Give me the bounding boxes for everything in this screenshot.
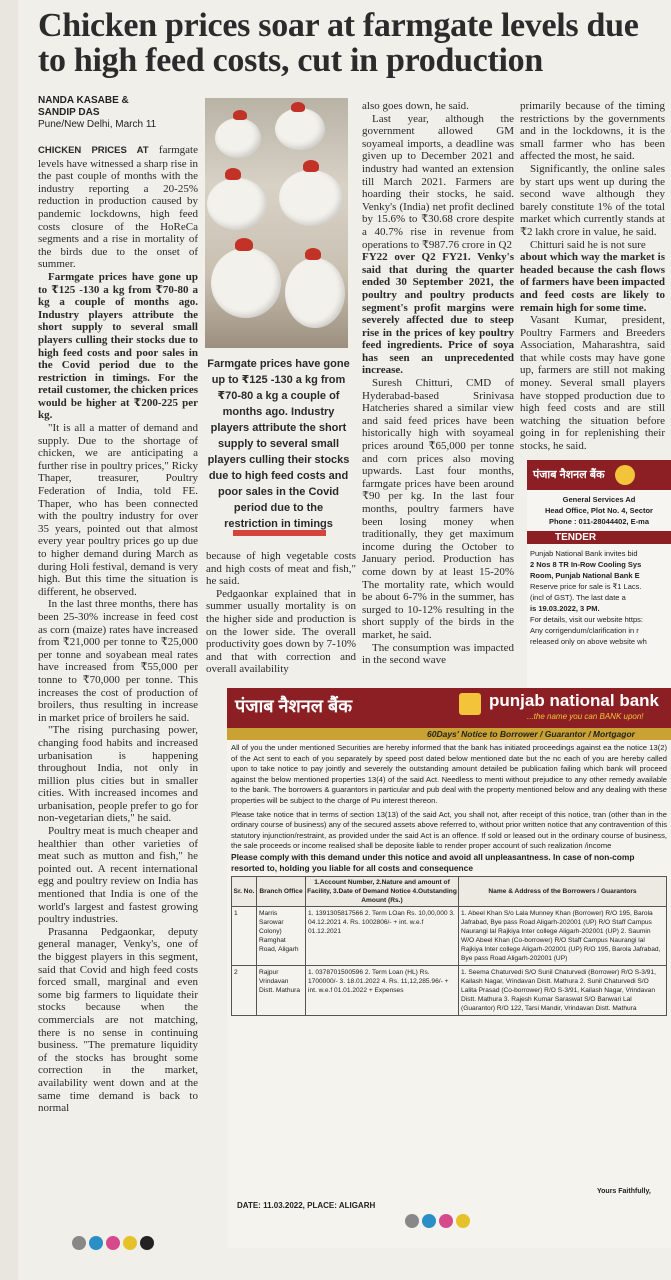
table-cell: 1. 0378701500596 2. Term Loan (HL) Rs. 1700000/- 3. 18.01.2022 4. Rs. 11,12,285.96/- + int. w.e.f 01.01.2022 + Expenses: [306, 965, 459, 1015]
table-header: Name & Address of the Borrowers / Guarantors: [459, 876, 667, 906]
headline: Chicken prices soar at farmgate levels due to high feed costs, cut in production: [38, 7, 639, 79]
byline-author-1: NANDA KASABE &: [38, 95, 129, 106]
comb-shape: [225, 168, 241, 180]
lead-in: CHICKEN PRICES AT: [38, 145, 149, 156]
tender-body: Punjab National Bank invites bid 2 Nos 8 TR In-Row Cooling Sys Room, Punjab National Bank E Reserve price for sale is ₹1 Lacs. (incl of GST). The last date a is 19.03.2022, 3 PM. For details, visit our website https: Any corrigendum/clarification in r released only on above website wh: [530, 549, 647, 646]
table-cell: 1. Seema Chaturvedi S/O Sunil Chaturvedi (Borrower) R/O S-3/91, Kailash Nagar, Vrindavan Distt. Mathura 2. Sunil Chaturvedi S/O Lalita Prasad (Co-borrower) R/O S-3/91, Kailash Nagar, Vrindavan Distt. Mathura 3. Rajesh Kumar Saraswat S/O Banwari Lal (Guarantor) R/O 122, Tarsi Mandir, Vrindavan Distt. Mathura: [459, 965, 667, 1015]
registration-dot: [140, 1236, 154, 1250]
article-column-4: [520, 100, 665, 452]
article-paragraph: Chitturi said he is not sure: [530, 238, 646, 251]
registration-dot: [106, 1236, 120, 1250]
article-paragraph: Suresh Chitturi, CMD of Hyderabad-based Srinivasa Hatcheries shared a similar view and said feed prices have been historically high with soyameal prices around ₹65,000 per tonne and corn prices also moving upwards. Last four months, farmgate prices have been around ₹90 per kg. In the last four months, poultry farmers have been losing money when traditionally, they get maximum income during the October to January period. Production has come down by at least 15-20% The mortality rate, which would be about 6-7% in the summer, has surged to 10-12% resulting in the short supply of the birds in the market, he said.: [362, 377, 514, 641]
notice-title: 60Days' Notice to Borrower / Guarantor / Mortgagor: [227, 728, 671, 740]
registration-dot: [456, 1214, 470, 1228]
table-cell: 1: [232, 906, 257, 965]
notice-warning: Please comply with this demand under this notice and avoid all unpleasantness. In case of non-comp resorted to, holding you liable for all costs and consequence: [231, 851, 635, 873]
registration-dot: [422, 1214, 436, 1228]
article-column-1: [38, 144, 198, 1252]
bank-tagline: ...the name you can BANK upon!: [527, 712, 644, 721]
registration-marks: [72, 1236, 154, 1250]
tender-heading: TENDER: [527, 531, 671, 544]
pnb-tender-ad: [527, 460, 671, 688]
article-paragraph: "It is all a matter of demand and supply. Due to the shortage of chicken, we are anticipating a further rise in poultry prices," Ricky Thaper, treasurer, Poultry Federation of India, told FE. Thaper, who has been connected with the poultry industry for over 35 years, pointed out that almost every year poultry prices go up due to higher demand during March as during Holi festival, demand is very high. But this time the situation is different, he observed.: [38, 422, 198, 598]
borrowers-table: [231, 876, 667, 1016]
article-paragraph: also goes down, he said.: [362, 100, 469, 112]
article-paragraph: "The rising purchasing power, changing food habits and increased urbanisation is happening throughout India, not only in million plus cities but in smaller cities. With increased incomes and urbanisation, people prefer to go for non-vegetarian diets," he said.: [38, 724, 198, 825]
date-place: DATE: 11.03.2022, PLACE: ALIGARH: [237, 1201, 376, 1210]
registration-dot: [123, 1236, 137, 1250]
pnb-logo-icon: [615, 465, 635, 485]
hen-shape: [285, 258, 345, 328]
chickens-photo: [205, 98, 348, 348]
ad-banner: [227, 688, 671, 728]
article-paragraph: about which way the market is headed because the cash flows of farmers have been impacted and feed costs are likely to remain high for some time.: [520, 251, 665, 314]
hen-shape: [275, 108, 325, 150]
article-paragraph: Vasant Kumar, president, Poultry Farmers and Breeders Association, Maharashtra, said that while costs may have gone up, farmers are still not making money. Several small players have stopped production due to high feed costs and are still watching the situation before going in for replenishing their stocks, he said.: [520, 314, 665, 452]
article-paragraph: primarily because of the timing restrictions by the governments and in the lockdowns, it is the small farmer who has been affected the most, he said.: [520, 100, 665, 163]
sign-off: Yours Faithfully,: [597, 1188, 651, 1195]
bank-name-hindi: पंजाब नैशनल बैंक: [235, 696, 353, 716]
table-cell: 1. 1391305817566 2. Term LOan Rs. 10,00,000 3. 04.12.2021 4. Rs. 1002806/- + int. w.e.f 01.12.2021: [306, 906, 459, 965]
comb-shape: [233, 110, 247, 120]
comb-shape: [291, 102, 305, 112]
bank-brand: punjab national bank: [489, 691, 660, 710]
article-paragraph: In the last three months, there has been 25-30% increase in feed cost as corn (maize) rates have increased from ₹21,000 per tonne to ₹25,000 per tonne and soyabean meal rates have increased from ₹55,000 per tonne to ₹70,000 per tonne. This increases the cost of production of broilers, thus resulting in increase in market price of broilers he said.: [38, 598, 198, 724]
registration-dot: [405, 1214, 419, 1228]
table-row: [232, 906, 667, 965]
article-paragraph: Poultry meat is much cheaper and healthier than other varieties of meat such as mutton and fish," he pointed out. A recent international egg and poultry review on India has mentioned that India is one of the world's largest and fastest growing poultry industries.: [38, 825, 198, 926]
article-column-2: [206, 550, 356, 680]
notice-paragraph: All of you the under mentioned Securities are hereby informed that the bank has initiated proceedings against ea the notice 13(2) of the Act sent to each of you separately by speed post dated below mentioned date but the nc each of you are hereby called upon to take notice to pay jointly and severely the outstanding amount detailed be publication failing which bank will proceed against the below mentioned properties 13(4) of the said Act. Needless to menti without prejudice to any other remedy available to the bank. The borrowers & guarantors in particular and pub deal with the property mentioned below and any dealing with these properties will be subject to the charge of Pu interest thereon.: [231, 743, 667, 805]
registration-dot: [439, 1214, 453, 1228]
registration-dot: [72, 1236, 86, 1250]
ad-banner: [527, 460, 671, 490]
article-lead-paragraph: CHICKEN PRICES AT farmgate levels have witnessed a sharp rise in the past couple of months with the industry reporting a 20-25% reduction in production caused by pandemic lockdowns, high feed costs closure of the HoReCa segments and a rise in mortality of the birds due to the onset of summer.: [38, 144, 198, 271]
ad-address-block: General Services Ad Head Office, Plot No. 4, Sector Phone : 011-28044402, E-ma: [545, 495, 653, 526]
caption-accent-bar: [233, 530, 326, 536]
registration-dot: [89, 1236, 103, 1250]
article-paragraph: Farmgate prices have gone up to ₹125 -130 a kg from ₹70-80 a kg a couple of months ago. Industry players attribute the short supply to several small players culling their stocks due to high feed costs and poor sales in the Covid period due to the restriction in timings. For the retail customer, the chicken prices would be higher at ₹200-225 per kg.: [38, 270, 198, 422]
pnb-logo-icon: [459, 693, 481, 715]
article-paragraph: Prasanna Pedgaonkar, deputy general manager, Venky's, one of the biggest players in this segment, said that Covid and high feed costs forced small, marginal and even some big farmers to liquidate their stocks because when the commercials are not matching, there is no sense in continuing business. "The premature liquidity of the stocks has brought some correction in the market, availability went down and at the same time demand is back to normal: [38, 925, 198, 1115]
notice-paragraph: Please take notice that in terms of section 13(13) of the said Act, you shall not, after receipt of this notice, tran (other than in the ordinary course of business) any of the secured assets above referred to, without prior written notice that any contravention of this statutory injunction/restraint, as provided under the said Act is an offence. If sold or leased out in the ordinary course of business, the sale proceeds or income realised shall be deposite liable to render proper account of such realization /income: [231, 809, 667, 851]
hen-shape: [211, 248, 281, 318]
hen-shape: [279, 170, 343, 226]
table-header-row: [232, 876, 667, 906]
table-cell: Marris Sarowar Colony) Ramghat Road, Aligarh: [257, 906, 306, 965]
bank-name-hindi: पंजाब नैशनल बैंक: [533, 468, 605, 481]
article-paragraph: because of high vegetable costs and high costs of meat and fish," he said.: [206, 550, 356, 588]
byline-author-2: SANDIP DAS: [38, 107, 100, 118]
hen-shape: [215, 118, 261, 158]
table-cell: 1. Abeel Khan S/o Lala Munney Khan (Borrower) R/O 195, Barola Jafrabad, Bye pass Road Aligarh-202001 (UP) R/O Staff Campus Naurangi lal Rajkiya Inter college Aligarh-202001 (UP) 2. Saumin W/O Abeel Khan (Co-borrower) R/O Staff Campus Naurangi lal Rajkiya Inter college Aligarh-202001 (UP) R/O 195, Barola Jafrabad, Bye pass Road Aligarh-202001 (UP): [459, 906, 667, 965]
article-paragraph: Pedgaonkar explained that in summer usually mortality is on the higher side and production is on the lower side. The overall productivity goes down by 7-10% and that with correction and overall availability: [206, 587, 356, 676]
byline-location: Pune/New Delhi, March 11: [38, 119, 157, 130]
article-paragraph: Significantly, the online sales by start ups went up during the second wave although they barely constitute 1% of the total market which currently stands at ₹2 lakh crore in value, he said.: [520, 162, 665, 238]
table-header: 1.Account Number, 2.Nature and amount of Facility, 3.Date of Demand Notice 4.Outstanding Amount (Rs.): [306, 876, 459, 906]
table-cell: Rajpur Vrindavan Distt. Mathura: [257, 965, 306, 1015]
table-row: [232, 965, 667, 1015]
table-header: Branch Office: [257, 876, 306, 906]
hen-shape: [207, 178, 267, 230]
pnb-notice-ad: [227, 688, 671, 1248]
comb-shape: [235, 238, 253, 251]
table-cell: 2: [232, 965, 257, 1015]
registration-marks: [405, 1214, 470, 1228]
comb-shape: [305, 248, 321, 260]
article-paragraph: Last year, although the government allowed GM soyameal imports, a deadline was given up to December 2021 and industry had wanted an extension till March 2021. Farmers are hoarding their stocks, he said. Venky's (India) net profit declined by 15.6% to ₹30.68 crore despite a 40.7% rise in revenue from operations to ₹987.76 crore in Q2: [362, 112, 514, 251]
article-column-3: [362, 100, 514, 680]
article-paragraph: FY22 over Q2 FY21. Venky's said that during the quarter ended 30 September 2021, the poultry and poultry products segment's profit margins were severely affected due to steep rise in the prices of key poultry feed ingredients. Price of soya has seen an unprecedented increase.: [362, 251, 514, 377]
comb-shape: [303, 160, 319, 172]
article-paragraph: The consumption was impacted in the second wave: [362, 641, 514, 667]
photo-caption: Farmgate prices have gone up to ₹125 -130 a kg from ₹70-80 a kg a couple of months ago. Industry players attribute the short supply to several small players culling their stocks due to high feed costs and poor sales in the Covid period due to the restriction in timings: [207, 358, 350, 530]
byline: [38, 95, 198, 131]
table-header: Sr. No.: [232, 876, 257, 906]
